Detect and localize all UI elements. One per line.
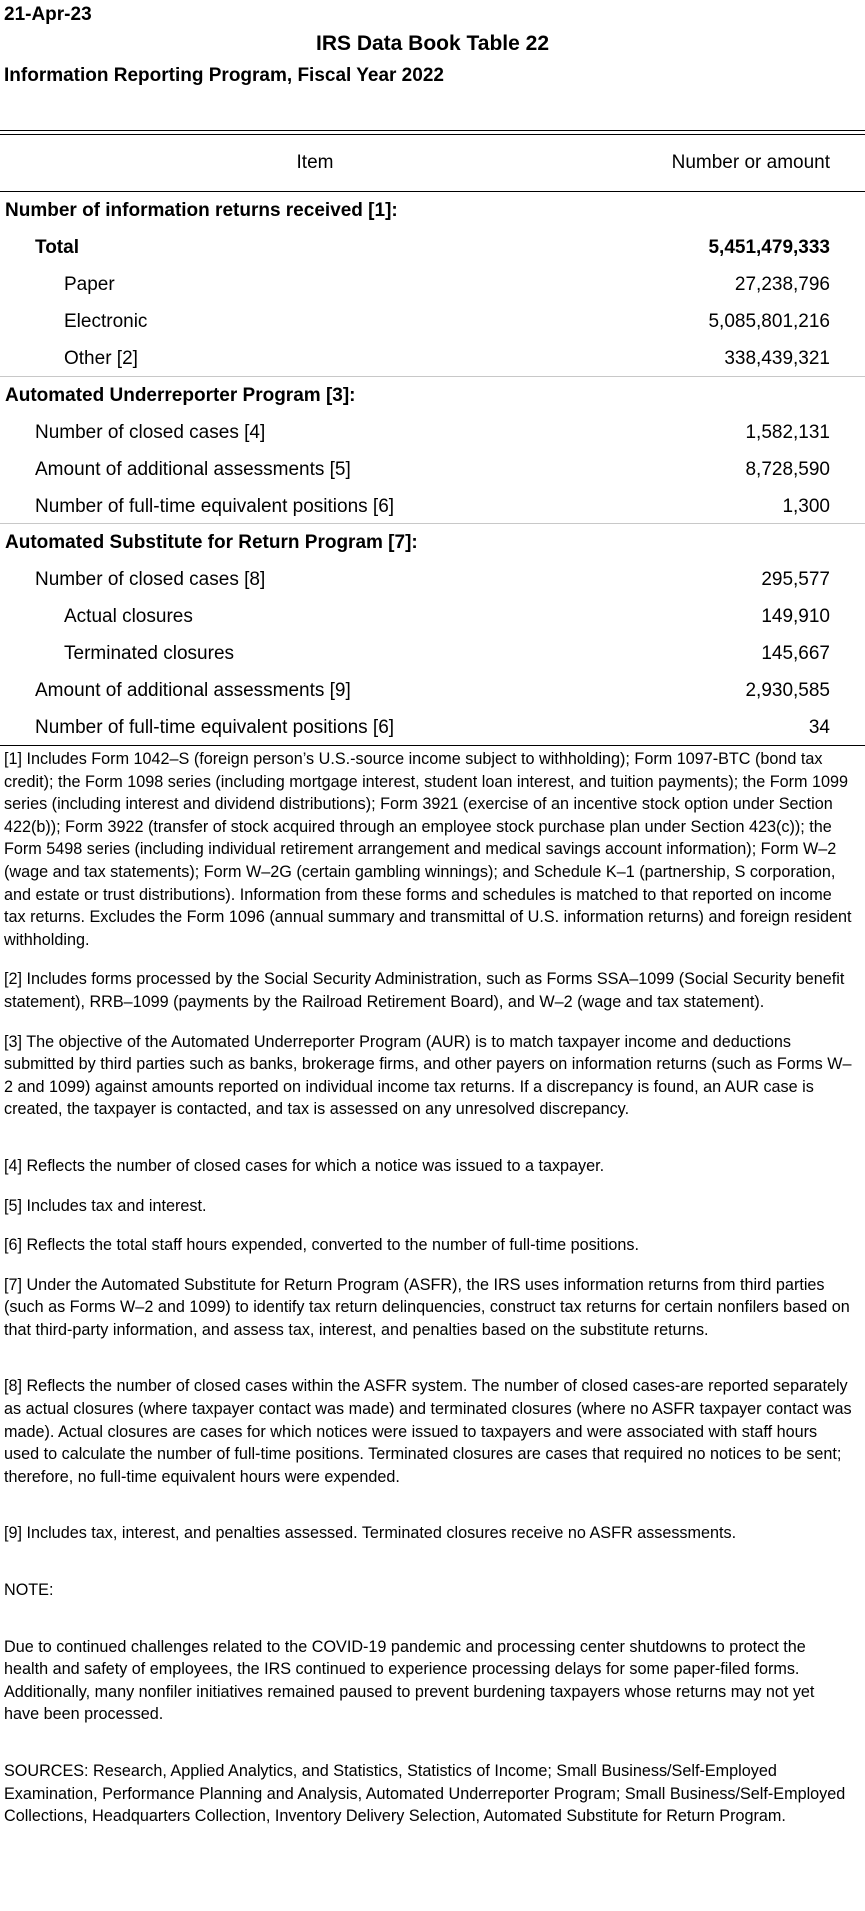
row-value: 1,300 — [782, 495, 830, 517]
row-label: Number of full-time equivalent positions [6] — [35, 717, 395, 738]
footnote-8: [8] Reflects the number of closed cases within the ASFR system. The number of closed cases-are reported separately as actual closures (where taxpayer contact was made) and terminated closures (where no ASFR taxpayer contact was made). Actual closures are cases for which notices were issued to taxpayers and were associated with staff hours used to calculate the number of full-time positions. Terminated closures are cases that required no notices to be sent; therefore, no full-time equivalent hours were expended. — [4, 1377, 852, 1486]
column-header-item: Item — [296, 152, 334, 173]
note-text: Due to continued challenges related to the COVID-19 pandemic and processing center shutdowns to protect the health and safety of employees, the IRS continued to experience processing delays for some paper-filed forms. Additionally, many nonfiler initiatives remained paused to prevent burdening taxpayers whose returns may not yet have been processed. — [4, 1637, 815, 1724]
note-label: NOTE: — [4, 1581, 54, 1600]
section-row-asfr — [0, 524, 865, 561]
row-label: Number of closed cases [4] — [35, 421, 266, 443]
row-value: 34 — [808, 717, 830, 738]
section-row-information-returns — [0, 192, 865, 229]
row-value: 1,582,131 — [745, 421, 830, 443]
table-header — [0, 135, 865, 192]
footnote-6: [6] Reflects the total staff hours expended, converted to the number of full-time positions. — [4, 1236, 639, 1255]
table-row-aur-fte — [0, 488, 865, 525]
page-title: IRS Data Book Table 22 — [315, 32, 549, 55]
row-label: Automated Substitute for Return Program [7]: — [5, 532, 418, 553]
row-value: 295,577 — [761, 569, 830, 590]
table-row-asfr-actual-closures — [0, 598, 865, 635]
row-value: 5,451,479,333 — [708, 237, 830, 258]
row-value: 8,728,590 — [745, 458, 830, 480]
row-label: Actual closures — [64, 606, 193, 627]
table-row-aur-closed-cases — [0, 414, 865, 451]
row-value: 5,085,801,216 — [708, 311, 830, 332]
row-label: Other [2] — [64, 348, 138, 369]
table-row-asfr-terminated-closures — [0, 635, 865, 672]
row-label: Number of full-time equivalent positions [6] — [35, 495, 395, 517]
table-row-asfr-closed-cases — [0, 561, 865, 598]
table-row-electronic — [0, 303, 865, 340]
row-label: Total — [35, 237, 79, 258]
footnote-5: [5] Includes tax and interest. — [4, 1196, 207, 1215]
row-value: 149,910 — [761, 606, 830, 627]
footnote-4: [4] Reflects the number of closed cases for which a notice was issued to a taxpayer. — [4, 1156, 605, 1175]
column-header-amount: Number or amount — [671, 152, 830, 173]
report-date: 21-Apr-23 — [4, 4, 92, 25]
table-row-aur-assessments — [0, 451, 865, 488]
page-subtitle: Information Reporting Program, Fiscal Year 2022 — [4, 65, 444, 86]
row-label: Number of closed cases [8] — [35, 569, 266, 590]
footnotes — [4, 748, 854, 1828]
row-value: 27,238,796 — [734, 274, 830, 295]
row-value: 338,439,321 — [724, 348, 830, 369]
footnote-9: [9] Includes tax, interest, and penalties assessed. Terminated closures receive no ASFR assessments. — [4, 1524, 737, 1543]
table-row-paper — [0, 266, 865, 303]
top-double-rule-upper — [0, 130, 865, 131]
footnote-7: [7] Under the Automated Substitute for Return Program (ASFR), the IRS uses information returns from third parties (such as Forms W–2 and 1099) to identify tax return delinquencies, construct tax returns for certain nonfilers based on that third-party information, and assess tax, interest, and penalties based on the substitute returns. — [4, 1275, 850, 1339]
row-label: Electronic — [64, 311, 148, 332]
sources: SOURCES: Research, Applied Analytics, and Statistics, Statistics of Income; Small Business/Self-Employed Examination, Performance Planning and Analysis, Automated Underreporter Program; Small Business/Self-Employed Collections, Headquarters Collection, Inventory Delivery Selection, Automated Substitute for Return Program. — [4, 1762, 846, 1826]
footnote-1: [1] Includes Form 1042–S (foreign person’s U.S.-source income subject to withholding); Form 1097-BTC (bond tax credit); the Form 1098 series (including mortgage interest, student loan interest, and tuition payments); the Form 1099 series (including interest and dividend distributions); Form 3921 (exercise of an incentive stock option under Section 422(b)); Form 3922 (transfer of stock acquired through an employee stock purchase plan under Section 423(c)); the Form 5498 series (including individual retirement arrangement and medical savings account information); Form W–2 (wage and tax statements); Form W–2G (certain gambling winnings); and Schedule K–1 (partnership, S corporation, and estate or trust distributions). Information from these forms and schedules is matched to that reported on income tax returns. Excludes the Form 1096 (annual summary and transmittal of U.S. information returns) and foreign resident withholding. — [4, 750, 852, 949]
table-row-other — [0, 340, 865, 377]
row-label: Number of information returns received [1]: — [5, 200, 398, 221]
row-label: Amount of additional assessments [5] — [35, 458, 351, 480]
footnote-3: [3] The objective of the Automated Underreporter Program (AUR) is to match taxpayer income and deductions submitted by third parties such as banks, brokerage firms, and other payers on information returns (such as Forms W–2 and 1099) against amounts reported on individual income tax returns. If a discrepancy is found, an AUR case is created, the taxpayer is contacted, and tax is assessed on any unresolved discrepancy. — [4, 1032, 852, 1119]
table-row-asfr-assessments — [0, 672, 865, 709]
footnote-2: [2] Includes forms processed by the Social Security Administration, such as Forms SSA–1099 (Social Security benefit statement), RRB–1099 (payments by the Railroad Retirement Board), and W–2 (wage and tax statement). — [4, 970, 845, 1011]
data-table — [0, 192, 865, 746]
section-row-aur — [0, 377, 865, 414]
table-row-asfr-fte — [0, 709, 865, 746]
row-value: 145,667 — [761, 643, 830, 664]
row-label: Automated Underreporter Program [3]: — [5, 384, 356, 406]
row-label: Amount of additional assessments [9] — [35, 680, 351, 701]
row-label: Terminated closures — [64, 643, 235, 664]
row-label: Paper — [64, 274, 115, 295]
table-row-total — [0, 229, 865, 266]
row-value: 2,930,585 — [745, 680, 830, 701]
